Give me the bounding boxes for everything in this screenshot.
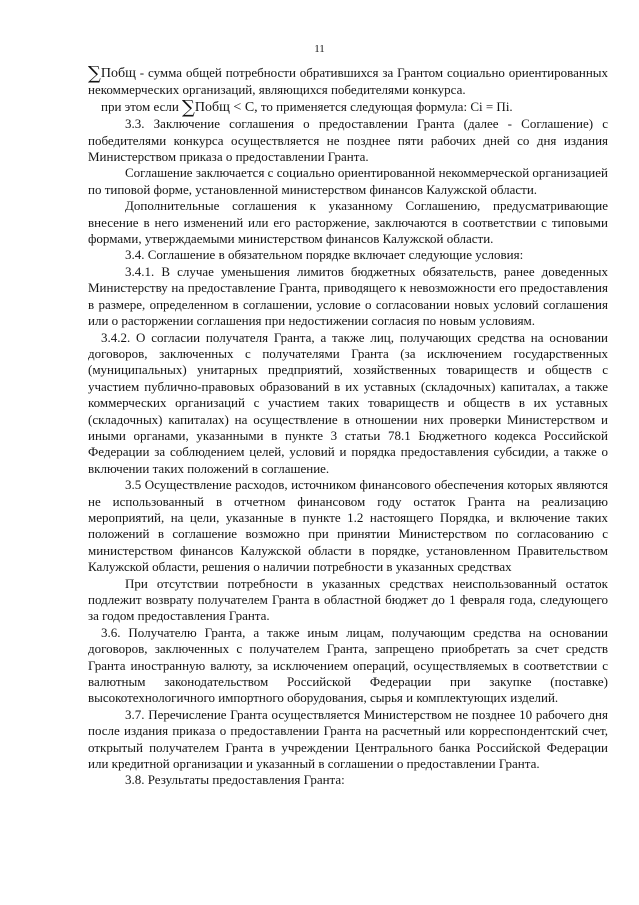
formula-condition-prefix: при этом если [101,98,179,114]
paragraph-3-5: 3.5 Осуществление расходов, источником финансового обеспечения которых являются не использованный в отчетном финансовом году остаток Гранта на реализацию мероприятий, на цели, указанные в пункте 1.2 настоящего Порядка, и включение таких положений в соглашение возможно при принятии Министерством по согласованию с министерством финансов Калужской области в порядке, установленном Правительством Калужской области, решения о наличии потребности в указанных средствах [88,477,608,575]
paragraph-3-7: 3.7. Перечисление Гранта осуществляется Министерством не позднее 10 рабочего дня после издания приказа о предоставлении Гранта на расчетный или корреспондентский счет, открытый получателем Гранта в учреждении Центрального банка Российской Федерации или кредитной организации и указанный в соглашении о предоставлении Гранта. [88,706,608,772]
formula-definition [88,65,608,99]
paragraph-3-8: 3.8. Результаты предоставления Гранта: [125,772,345,788]
formula-sum-term: Побщ [100,66,136,81]
formula-sum-definition: - сумма общей потребности обратившихся за Грантом социально ориентированных некоммерческих организаций, являющихся победителями конкурса. [88,65,609,98]
formula-condition [88,96,608,118]
sigma-symbol: ∑ [88,63,101,84]
paragraph-unused-balance: При отсутствии потребности в указанных средствах неиспользованный остаток подлежит возврату получателем Гранта в областной бюджет до 1 февраля года, следующего за годом предоставления Гранта. [88,575,608,624]
paragraph-3-3: 3.3. Заключение соглашения о предоставлении Гранта (далее - Соглашение) с победителями конкурса осуществляется не позднее пяти рабочих дней со дня издания Министерством приказа о предоставлении Гранта. [88,116,608,165]
page-number: 11 [314,43,325,55]
formula-condition-expr: Побщ < С, [194,99,258,115]
paragraph-3-4-1: 3.4.1. В случае уменьшения лимитов бюджетных обязательств, ранее доведенных Министерству на предоставление Гранта, приводящего к невозможности его предоставления в размере, определенном в соглашении, условие о согласовании новых условий соглашения или о расторжении соглашения при недостижении согласия по новым условиям. [88,263,608,329]
paragraph-agreement-form: Соглашение заключается с социально ориентированной некоммерческой организацией по типовой форме, установленной министерством финансов Калужской области. [88,165,608,197]
paragraph-3-4-2: 3.4.2. О согласии получателя Гранта, а также лиц, получающих средства на основании договоров, заключенных с получателями Гранта (за исключением государственных (муниципальных) унитарных предприятий, хозяйственных товариществ и обществ с участием публично-правовых образований в их уставных (складочных) капиталах, а также коммерческих организаций с участием таких товариществ и обществ в их уставных (складочных) капиталах) на осуществление в отношении них проверки Министерством и иными органами, указанными в пункте 3 статьи 78.1 Бюджетного кодекса Российской Федерации за соблюдением целей, условий и порядка предоставления субсидии, а также о включении таких положений в соглашение. [88,329,608,476]
document-body [88,65,608,789]
sigma-symbol-2: ∑ [182,96,195,118]
formula-condition-suffix: то применяется следующая формула: Ci = Пi. [260,98,513,114]
paragraph-3-6: 3.6. Получателю Гранта, а также иным лицам, получающим средства на основании договоров, заключенных с получателем Гранта, запрещено приобретать за счет средств Гранта иностранную валюту, за исключением операций, осуществляемых в соответствии с валютным законодательством Российской Федерации при закупке (поставке) высокотехнологичного импортного оборудования, сырья и комплектующих изделий. [88,624,608,706]
paragraph-3-4: 3.4. Соглашение в обязательном порядке включает следующие условия: [125,247,524,263]
paragraph-additional-agreements: Дополнительные соглашения к указанному Соглашению, предусматривающие внесение в него изменений или его расторжение, заключаются в соответствии с типовыми формами, утверждаемыми министерством финансов Калужской области. [88,198,608,247]
